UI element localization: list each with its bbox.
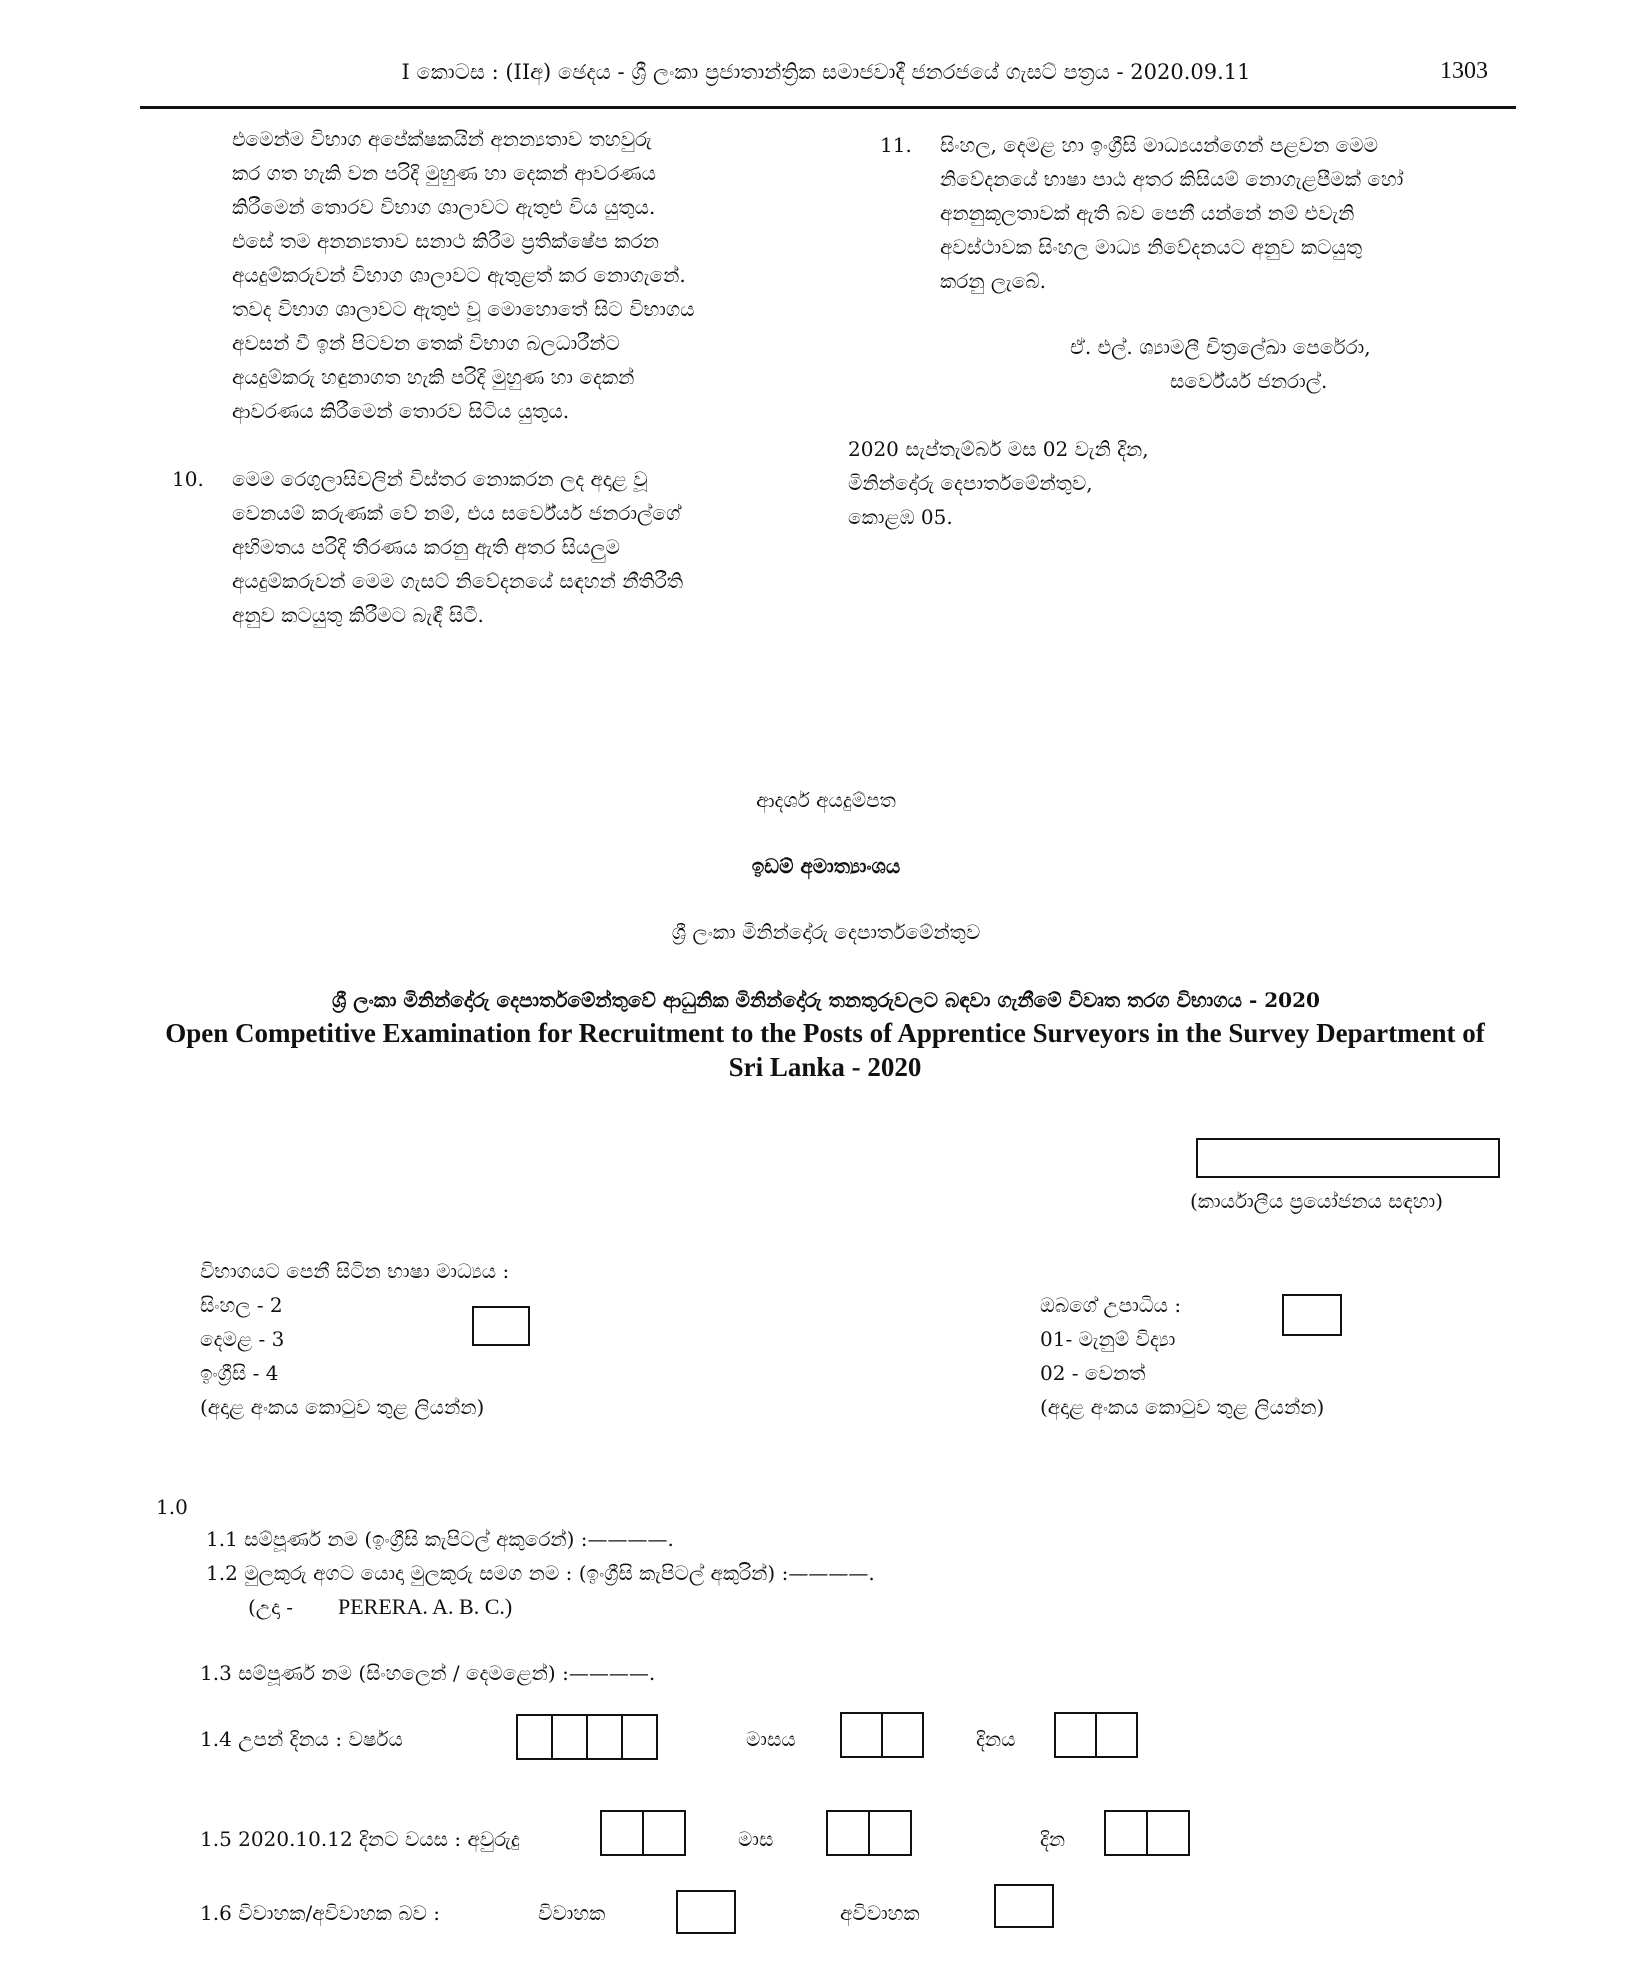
dob-year-digit[interactable] <box>588 1716 623 1758</box>
exam-title-sinhala: ශ්‍රී ලංකා මිනින්දෝරු දෙපාර්තමේන්තුවේ ආධුනික මිනින්දෝරු තනතුරුවලට බඳවා ගැනීමේ විවෘත තරග විභාගය - 2020 <box>332 988 1320 1012</box>
q1-2-example-value: PERERA. A. B. C.) <box>338 1594 513 1619</box>
section-number: 1.0 <box>156 1495 188 1519</box>
q1-2-name-with-initials: 1.2 මුලකුරු අගට යොදා මුලකුරු සමග නම : (ඉංග්‍රීසි කැපිටල් අකුරින්) :————. <box>206 1561 875 1585</box>
text-line: අයදුම්කරු හඳුනාගත හැකි පරිදි මුහුණ හා දෙකන් <box>232 365 635 389</box>
signatory-name: ඒ. එල්. ශ්‍යාමලී චිත්‍රලේඛා පෙරේරා, <box>1070 335 1371 359</box>
language-option-tamil: දෙමළ - 3 <box>200 1327 285 1351</box>
text-line: තවද විභාග ශාලාවට ඇතුළු වූ මොහොතේ සිට විභාගය <box>232 297 695 321</box>
model-form-title: ආදර්ශ අයදුම්පත <box>756 788 896 812</box>
unmarried-label: අවිවාහක <box>840 1901 920 1925</box>
qualification-input-box[interactable] <box>1282 1294 1342 1336</box>
text-line: අයදුම්කරුවන් විභාග ශාලාවට ඇතුළත් කර නොගැනේ. <box>232 263 686 287</box>
married-checkbox[interactable] <box>676 1890 736 1934</box>
age-years-digit[interactable] <box>602 1812 644 1854</box>
text-line: වෙනයම් කරුණක් වේ නම්, එය සර්වේයර් ජනරාල්ගේ <box>232 501 681 525</box>
signatory-title: සර්වේයර් ජනරාල්. <box>1170 369 1328 393</box>
office-use-box[interactable] <box>1196 1138 1500 1178</box>
qualification-option-survey: 01- මැනුම් විද්‍යා <box>1040 1327 1176 1351</box>
text-line: නිවේදනයේ භාෂා පාඨ අතර කිසියම් නොගැළපීමක් හෝ <box>940 167 1404 191</box>
qualification-instruction: (අදාළ අංකය කොටුව තුළ ලියන්න) <box>1040 1395 1325 1419</box>
para-10-number: 10. <box>172 467 204 491</box>
department-title: ශ්‍රී ලංකා මිනින්දෝරු දෙපාර්තමේන්තුව <box>671 920 981 944</box>
dob-day-digit[interactable] <box>1056 1714 1097 1756</box>
q1-6-marital-status-label: 1.6 විවාහක/අවිවාහක බව : <box>200 1901 440 1925</box>
q1-4-dob-year-label: 1.4 උපන් දිනය : වර්ෂය <box>200 1727 403 1751</box>
married-label: විවාහක <box>538 1901 606 1925</box>
text-line: අයදුම්කරුවන් මෙම ගැසට් නිවේදනයේ සඳහන් නීතිරීති <box>232 569 684 593</box>
dob-month-boxes[interactable] <box>840 1712 924 1758</box>
age-days-digit[interactable] <box>1148 1812 1188 1854</box>
left-para-continued <box>232 122 808 428</box>
q1-3-full-name-sinhala-tamil: 1.3 සම්පූර්ණ නම (සිංහලෙන් / දෙමළෙන්) :————. <box>200 1661 656 1685</box>
dob-year-digit[interactable] <box>518 1716 553 1758</box>
city-line: කොළඹ 05. <box>848 505 953 529</box>
language-medium-instruction: (අදාළ අංකය කොටුව තුළ ලියන්න) <box>200 1395 485 1419</box>
text-line: කිරීමෙන් තොරව විභාග ශාලාවට ඇතුළු විය යුතුය. <box>232 195 656 219</box>
language-option-english: ඉංග්‍රීසි - 4 <box>200 1361 279 1385</box>
age-years-boxes[interactable] <box>600 1810 686 1856</box>
qualification-option-other: 02 - වෙනත් <box>1040 1361 1146 1385</box>
q1-4-month-label: මාසය <box>746 1727 796 1751</box>
text-line: අනුව කටයුතු කිරීමට බැඳී සිටී. <box>232 603 484 627</box>
age-days-boxes[interactable] <box>1104 1810 1190 1856</box>
text-line: එසේ තම අනන්‍යතාව සනාථ කිරීම ප්‍රතික්ෂේප කරන <box>232 229 659 253</box>
office-use-label: (කාර්යාලීය ප්‍රයෝජනය සඳහා) <box>1190 1189 1444 1213</box>
dob-day-boxes[interactable] <box>1054 1712 1138 1758</box>
exam-title-english <box>130 1016 1520 1084</box>
language-medium-input-box[interactable] <box>472 1306 530 1346</box>
q1-5-age-years-label: 1.5 2020.10.12 දිනට වයස : අවුරුදු <box>200 1827 520 1851</box>
q1-5-months-label: මාස <box>738 1827 774 1851</box>
dob-year-boxes[interactable] <box>516 1714 658 1760</box>
text-line: කර ගත හැකි වන පරිදි මුහුණ හා දෙකන් ආවරණය <box>232 161 657 185</box>
text-line: එමෙන්ම විභාග අපේක්ෂකයින් අනන්‍යතාව තහවුරු <box>232 127 652 151</box>
age-months-digit[interactable] <box>870 1812 910 1854</box>
text-line: ආවරණය කිරීමෙන් තොරව සිටිය යුතුය. <box>232 399 570 423</box>
age-days-digit[interactable] <box>1106 1812 1148 1854</box>
language-option-sinhala: සිංහල - 2 <box>200 1293 283 1317</box>
qualification-heading: ඔබගේ උපාධිය : <box>1040 1293 1182 1317</box>
age-years-digit[interactable] <box>644 1812 684 1854</box>
ministry-title: ඉඩම් අමාත්‍යාංශය <box>751 854 901 878</box>
text-line: අවස්ථාවක සිංහල මාධ්‍ය නිවේදනයට අනුව කටයුතු <box>940 235 1363 259</box>
header-rule <box>140 106 1516 109</box>
q1-2-example-label: (උදා - <box>248 1595 294 1619</box>
dob-month-digit[interactable] <box>842 1714 883 1756</box>
para-11 <box>940 128 1514 298</box>
q1-4-day-label: දිනය <box>976 1727 1016 1751</box>
text-line: මෙම රෙගුලාසිවලින් විස්තර නොකරන ලද අදාළ වූ <box>232 467 648 491</box>
text-line: අභිමතය පරිදි තීරණය කරනු ඇති අතර සියලුම <box>232 535 621 559</box>
para-11-number: 11. <box>880 133 912 157</box>
age-months-boxes[interactable] <box>826 1810 912 1856</box>
date-line: 2020 සැප්තැම්බර් මස 02 වැනි දින, <box>848 437 1149 461</box>
unmarried-checkbox[interactable] <box>994 1884 1054 1928</box>
language-medium-heading: විභාගයට පෙනී සිටින භාෂා මාධ්‍යය : <box>200 1259 510 1283</box>
age-months-digit[interactable] <box>828 1812 870 1854</box>
dateline-block <box>848 432 1149 534</box>
language-medium-block <box>200 1254 509 1424</box>
q1-1-full-name-english: 1.1 සම්පූර්ණ නම (ඉංග්‍රීසි කැපිටල් අකුරෙන්) :————. <box>206 1527 674 1551</box>
text-line: අනනුකූලතාවක් ඇති බව පෙනී යන්නේ නම් එවැනි <box>940 201 1355 225</box>
gazette-header-title: I කොටස : (IIඅ) ඡෙදය - ශ්‍රී ලංකා ප්‍රජාතාන්ත්‍රික සමාජවාදී ජනරජයේ ගැසට් පත්‍රය - 2020.09.11 <box>401 60 1251 84</box>
q1-5-days-label: දින <box>1040 1827 1066 1851</box>
dob-year-digit[interactable] <box>553 1716 588 1758</box>
dob-day-digit[interactable] <box>1097 1714 1136 1756</box>
text-line: කරනු ලැබේ. <box>940 269 1047 293</box>
page-number: 1303 <box>1440 58 1488 84</box>
department-line: මිනින්දෝරු දෙපාර්තමේන්තුව, <box>848 471 1093 495</box>
exam-title-english-line2: Sri Lanka - 2020 <box>728 1052 922 1082</box>
dob-month-digit[interactable] <box>883 1714 922 1756</box>
exam-title-english-line1: Open Competitive Examination for Recruitment to the Posts of Apprentice Surveyors in the Survey Department of <box>165 1018 1485 1048</box>
para-10 <box>232 462 808 632</box>
dob-year-digit[interactable] <box>623 1716 656 1758</box>
text-line: අවසන් වී ඉන් පිටවන තෙක් විභාග බලධාරීන්ට <box>232 331 620 355</box>
text-line: සිංහල, දෙමළ හා ඉංග්‍රීසි මාධ්‍යයන්ගෙන් පළවන මෙම <box>940 133 1379 157</box>
